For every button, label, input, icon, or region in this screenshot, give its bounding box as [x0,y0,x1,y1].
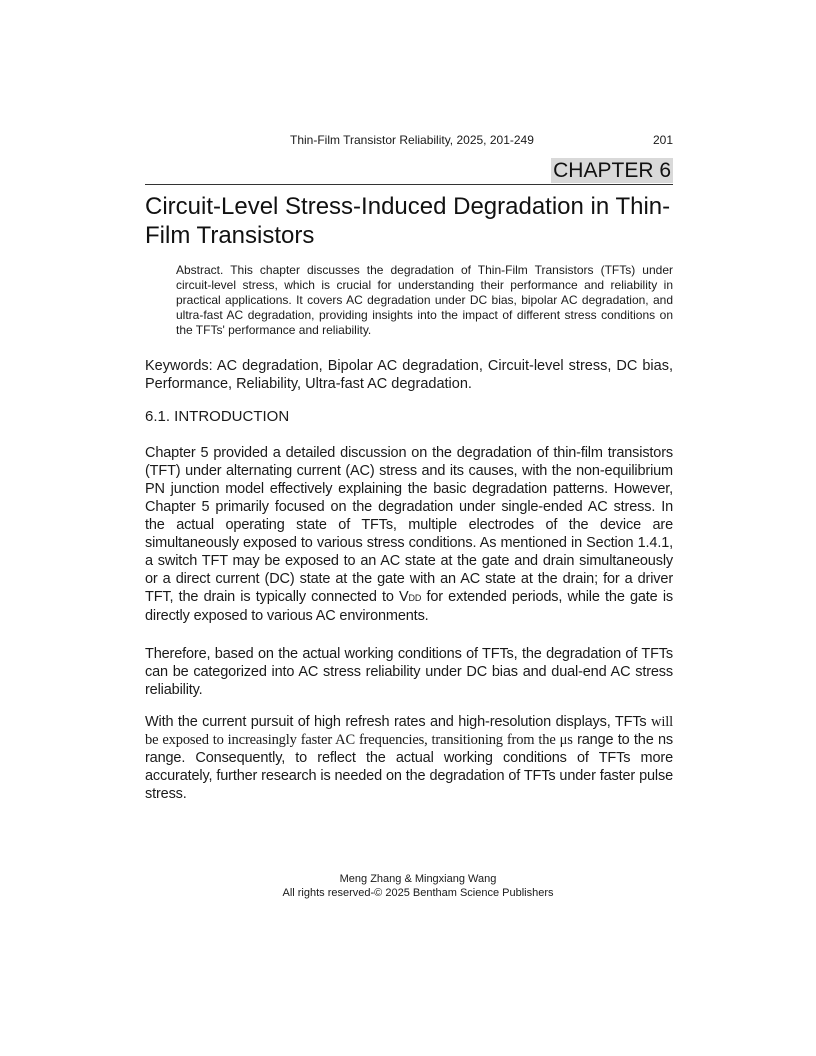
journal-citation: Thin-Film Transistor Reliability, 2025, 201-249 [290,133,534,147]
body-paragraph-3 [145,713,673,803]
footer-rights: All rights reserved-© 2025 Bentham Science Publishers [282,887,554,899]
p1-text-before: Chapter 5 provided a detailed discussion on the degradation of thin-film transistors (TFT) under alternating current (AC) stress and its causes, with the non-equilibrium PN junction model effectively explaining the basic degradation patterns. However, Chapter 5 primarily focused on the degradation under single-ended AC stress. In the actual operating state of TFTs, multiple electrodes of the device are simultaneously exposed to various stress conditions. As mentioned in Section 1.4.1, a switch TFT may be exposed to an AC state at the gate and drain simultaneously or a direct current (DC) state at the gate with an AC state at the drain; for a driver TFT, the drain is typically connected to V [145,445,673,605]
keywords: Keywords: AC degradation, Bipolar AC degradation, Circuit-level stress, DC bias, Performance, Reliability, Ultra-fast AC degradation. [145,358,673,392]
body-paragraph-1 [145,444,673,625]
section-heading: 6.1. INTRODUCTION [145,408,290,425]
p3-text-start: With the current pursuit of high refresh rates and high-resolution displays, TFTs [145,714,652,730]
footer [145,872,691,900]
chapter-title: Circuit-Level Stress-Induced Degradation in Thin-Film Transistors [145,193,671,249]
body-paragraph-2: Therefore, based on the actual working conditions of TFTs, the degradation of TFTs can be categorized into AC stress reliability under DC bias and dual-end AC stress reliability. [145,646,673,698]
chapter-label: CHAPTER 6 [553,159,671,182]
chapter-divider [145,184,673,185]
p1-text-after: for extended periods, while the gate is directly exposed to various AC environments. [145,589,674,624]
footer-authors: Meng Zhang & Mingxiang Wang [339,873,497,885]
page-number: 201 [652,133,673,147]
vdd-subscript: DD [408,593,422,603]
abstract: Abstract. This chapter discusses the degradation of Thin-Film Transistors (TFTs) under circuit-level stress, which is crucial for understanding their performance and reliability in practical applications. It covers AC degradation under DC bias, bipolar AC degradation, and ultra-fast AC degradation, providing insights into the impact of different stress conditions on the TFTs' performance and reliability. [176,263,673,337]
p3-text-serif: will be exposed to increasingly faster AC frequencies, transitioning from the μs [145,714,673,748]
p3-text-end: range to the ns range. Consequently, to reflect the actual working conditions of TFTs more accurately, further research is needed on the degradation of TFTs under faster pulse stress. [145,732,673,802]
